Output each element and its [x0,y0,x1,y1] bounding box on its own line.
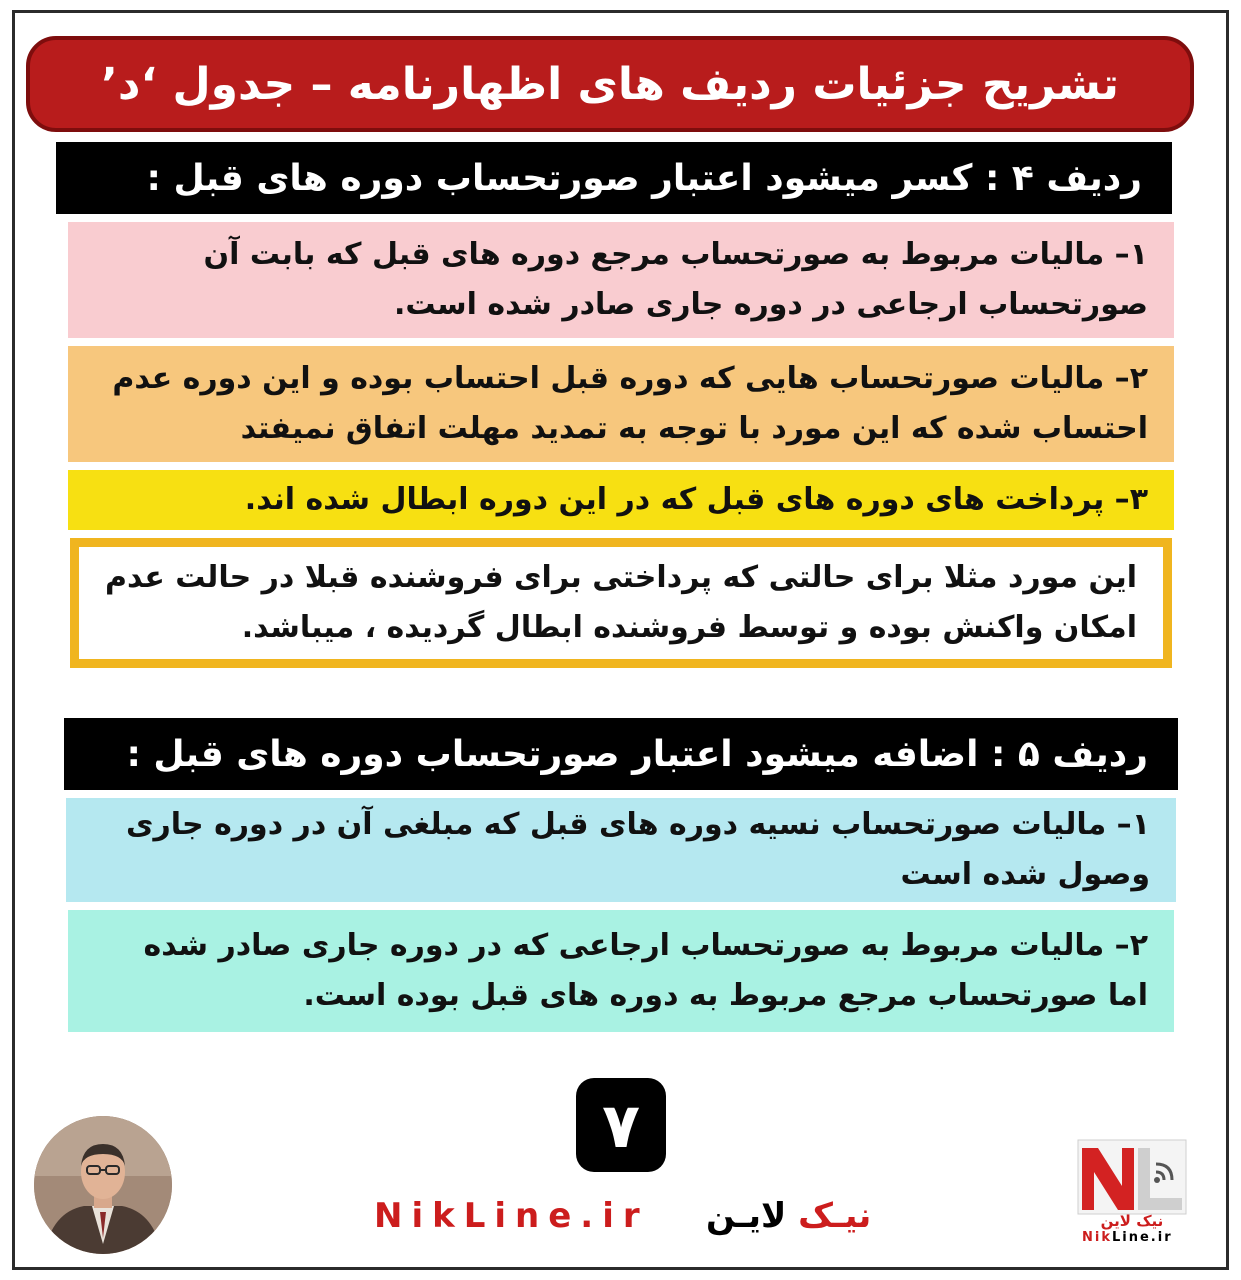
site-url: NikLine.ir [374,1196,649,1236]
brand-name [706,1196,871,1236]
row-4-item-3-text: ۳– پرداخت های دوره های قبل که در این دوره ابطال شده اند. [244,482,1148,517]
logo-caption: نیک لاین [1100,1212,1164,1230]
row-5-item-1-text: ۱– مالیات صورتحساب نسیه دوره های قبل که مبلغی آن در دوره جاری وصول شده است [125,807,1150,892]
row-4-item-1-text: ۱– مالیات مربوط به صورتحساب مرجع دوره های قبل که بابت آن صورتحساب ارجاعی در دوره جاری صادر شده است. [203,237,1148,322]
row-5-item-2-text: ۲– مالیات مربوط به صورتحساب ارجاعی که در دوره جاری صادر شده اما صورتحساب مرجع مربوط به دوره های قبل بوده است. [143,928,1148,1013]
row-4-note [70,538,1172,668]
row-4-item-2 [68,346,1174,462]
row-4-note-text: این مورد مثلا برای حالتی که پرداختی برای فروشنده قبلا در حالت عدم امکان واکنش بوده و توسط فروشنده ابطال گردیده ، میباشد. [105,560,1137,645]
brand-name-black: لایـن [706,1196,787,1236]
row-4-item-3 [68,470,1174,530]
brand-name-red: نیـک [798,1196,872,1236]
logo-url-black: Line.ir [1111,1230,1173,1245]
row-5-heading: ردیف ۵ : اضافه میشود اعتبار صورتحساب دوره های قبل : [64,718,1178,790]
logo-url [1082,1230,1173,1245]
person-photo-icon [34,1116,172,1254]
row-4-item-2-text: ۲– مالیات صورتحساب هایی که دوره قبل احتساب بوده و این دوره عدم احتساب شده که این مورد با توجه به تمدید مهلت اتفاق نمیفتد [112,361,1148,446]
logo-url-red: Nik [1082,1230,1112,1245]
page-title-banner [26,36,1194,132]
page-number-badge: ۷ [576,1078,666,1172]
row-5-item-2 [68,910,1174,1032]
row-4-heading: ردیف ۴ : کسر میشود اعتبار صورتحساب دوره های قبل : [56,142,1172,214]
page-title: تشریح جزئیات ردیف های اظهارنامه – جدول ‘د’ [101,58,1119,110]
row-4-item-1 [68,222,1174,338]
row-5-item-1 [66,798,1176,902]
avatar [34,1116,172,1254]
